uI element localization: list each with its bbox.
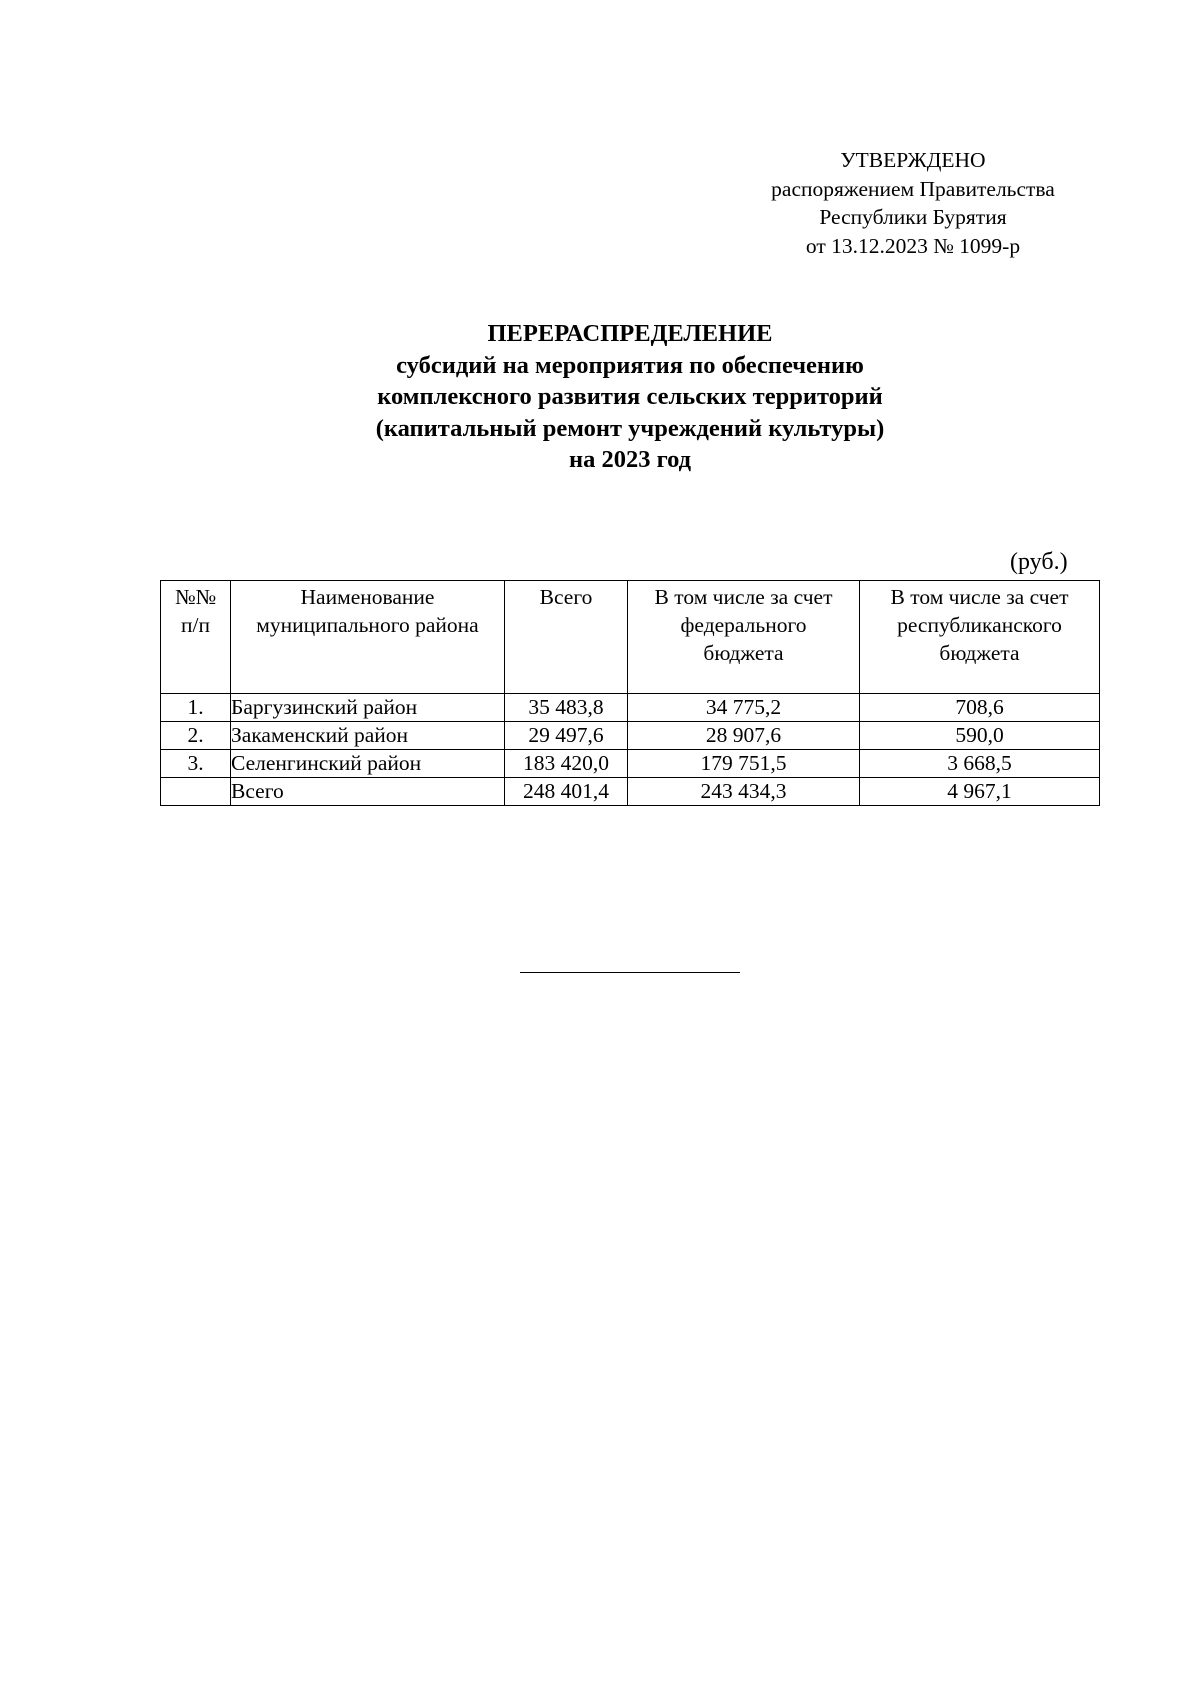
header-num: №№ п/п xyxy=(161,581,231,694)
unit-label: (руб.) xyxy=(1010,549,1068,575)
total-num xyxy=(161,778,231,806)
table-total-row xyxy=(161,778,1100,806)
row-federal: 179 751,5 xyxy=(628,750,860,778)
approval-heading: УТВЕРЖДЕНО xyxy=(840,148,986,172)
header-federal: В том числе за счет федерального бюджета xyxy=(628,581,860,694)
document-title xyxy=(160,318,1100,476)
title-line-2: субсидий на мероприятия по обеспечению xyxy=(396,351,864,379)
total-republic: 4 967,1 xyxy=(860,778,1100,806)
row-num: 3. xyxy=(161,750,231,778)
row-republic: 590,0 xyxy=(860,722,1100,750)
title-line-3: комплексного развития сельских территорий xyxy=(377,383,883,410)
row-district: Селенгинский район xyxy=(231,750,505,778)
row-total: 29 497,6 xyxy=(505,722,628,750)
approval-republic: Республики Бурятия xyxy=(819,205,1007,229)
total-label: Всего xyxy=(231,778,505,806)
total-sum: 248 401,4 xyxy=(505,778,628,806)
header-name: Наименование муниципального района xyxy=(231,581,505,694)
subsidy-table xyxy=(160,580,1100,806)
header-republic: В том числе за счет республиканского бюджета xyxy=(860,581,1100,694)
table-row xyxy=(161,750,1100,778)
approval-date-number: от 13.12.2023 № 1099-р xyxy=(805,233,1021,258)
total-federal: 243 434,3 xyxy=(628,778,860,806)
row-total: 35 483,8 xyxy=(505,694,628,722)
approval-authority: распоряжением Правительства xyxy=(771,176,1055,201)
row-total: 183 420,0 xyxy=(505,750,628,778)
row-federal: 34 775,2 xyxy=(628,694,860,722)
row-district: Закаменский район xyxy=(231,722,505,750)
row-republic: 3 668,5 xyxy=(860,750,1100,778)
row-district: Баргузинский район xyxy=(231,694,505,722)
row-num: 2. xyxy=(161,722,231,750)
header-total: Всего xyxy=(505,581,628,694)
closing-line xyxy=(520,972,740,973)
title-line-5: на 2023 год xyxy=(568,446,692,473)
title-line-4: (капитальный ремонт учреждений культуры) xyxy=(375,414,885,442)
row-federal: 28 907,6 xyxy=(628,722,860,750)
approval-stamp xyxy=(752,146,1074,260)
table-header-row xyxy=(161,581,1100,694)
table-row xyxy=(161,694,1100,722)
title-line-1: ПЕРЕРАСПРЕДЕЛЕНИЕ xyxy=(487,320,773,347)
row-num: 1. xyxy=(161,694,231,722)
table-row xyxy=(161,722,1100,750)
row-republic: 708,6 xyxy=(860,694,1100,722)
